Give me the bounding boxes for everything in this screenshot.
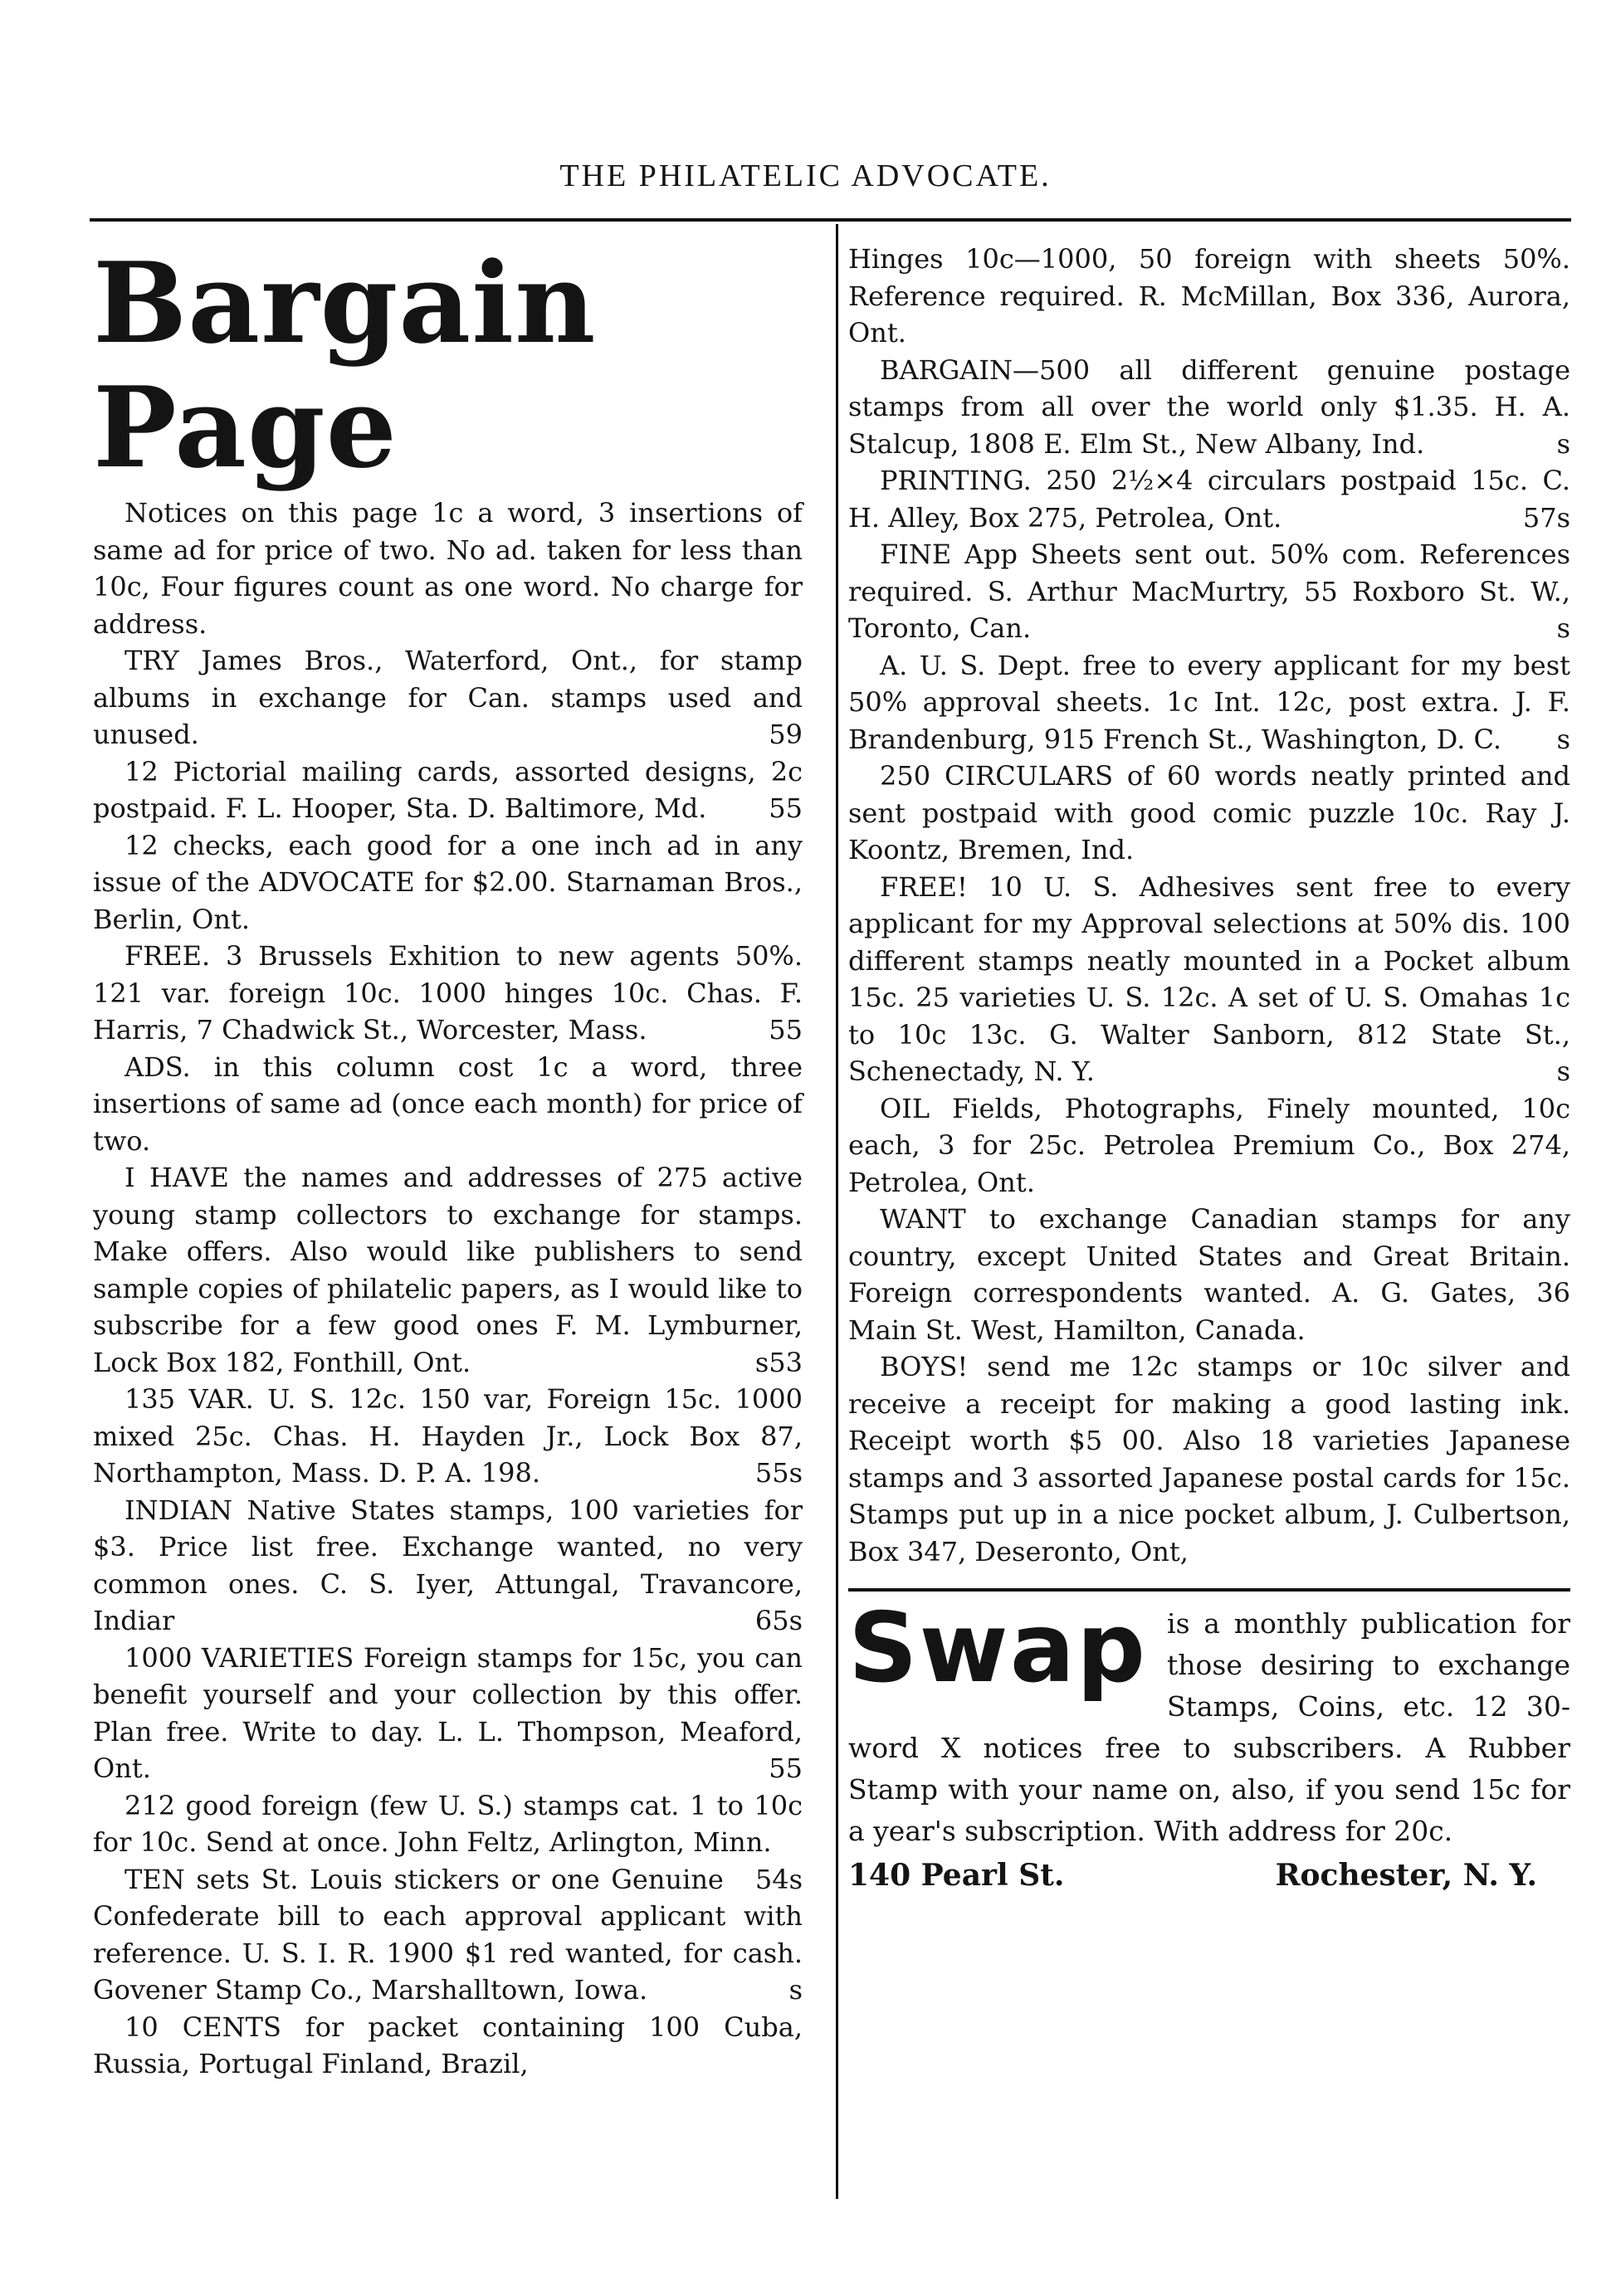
ad-tag: 55s bbox=[754, 1457, 803, 1489]
swap-top-rule bbox=[848, 1588, 1570, 1592]
swap-address-line bbox=[848, 1852, 1570, 1899]
header-rule bbox=[90, 218, 1571, 222]
ad-petrolea-premium bbox=[848, 1090, 1570, 1202]
ad-text: OIL Fields, Photographs, Finely mounted, 10c each, 3 for 25c. Petrolea Premium Co., Box 274, Petrolea, Ont. bbox=[848, 1092, 1570, 1198]
ad-column-rates bbox=[93, 1049, 803, 1160]
ad-text: ADS. in this column cost 1c a word, three insertions of same ad (once each month) for price of two. bbox=[93, 1051, 803, 1157]
ad-text: BOYS! send me 12c stamps or 10c silver and receive a receipt for making a good lasting ink. Receipt worth $5 00. Also 18 varieties Japanese stamps and 3 assorted Japanese postal cards for 15c. Stamps put up in a nice pocket album, J. Culbertson, Box 347, Deseronto, Ont, bbox=[848, 1351, 1570, 1567]
ad-starnaman bbox=[93, 827, 803, 938]
ad-text: 135 VAR. U. S. 12c. 150 var, Foreign 15c. 1000 mixed 25c. Chas. H. Hayden Jr., Lock Box 87, Northampton, Mass. D. P. A. 198. bbox=[93, 1383, 803, 1489]
ad-text: I HAVE the names and addresses of 275 active young stamp collectors to exchange for stamps. Make offers. Also would like publishers to send sample copies of philatelic papers, as I would like to subscribe for a few good ones F. M. Lymburner, Lock Box 182, Fonthill, Ont. bbox=[93, 1162, 803, 1378]
ad-macmurtry bbox=[848, 536, 1570, 647]
column-divider bbox=[836, 224, 838, 2199]
swap-advertisement bbox=[848, 1592, 1570, 1899]
ad-tag: 54s bbox=[754, 1863, 803, 1895]
ad-thompson bbox=[93, 1640, 803, 1787]
ad-gates bbox=[848, 1201, 1570, 1348]
ad-text: FREE. 3 Brussels Exhition to new agents 50%. 121 var. foreign 10c. 1000 hinges 10c. Chas. F. Harris, 7 Chadwick St., Worcester, Mass. bbox=[93, 940, 803, 1046]
swap-city: Rochester, N. Y. bbox=[1275, 1858, 1537, 1893]
ad-tag: s bbox=[1556, 1055, 1570, 1087]
ad-text: 12 Pictorial mailing cards, assorted designs, 2c postpaid. F. L. Hooper, Sta. D. Baltimore, Md. bbox=[93, 755, 803, 824]
swap-title: Swap bbox=[848, 1592, 1148, 1704]
ad-text: 250 CIRCULARS of 60 words neatly printed and sent postpaid with good comic puzzle 10c. Ray J. Koontz, Bremen, Ind. bbox=[848, 760, 1570, 865]
ad-alley bbox=[848, 462, 1570, 536]
ad-stalcup bbox=[848, 352, 1570, 463]
ad-tag: s53 bbox=[754, 1346, 803, 1378]
ad-notice-rates bbox=[93, 495, 803, 642]
ad-sanborn bbox=[848, 869, 1570, 1090]
ad-tag: 59 bbox=[769, 719, 803, 750]
ad-tag: 57s bbox=[1522, 501, 1570, 534]
ad-tag: 55 bbox=[769, 792, 803, 824]
ad-text: WANT to exchange Canadian stamps for any country, except United States and Great Britain. Foreign correspondents wanted. A. G. Gates, 36 Main St. West, Hamilton, Canada. bbox=[848, 1203, 1570, 1346]
ad-ten-cents bbox=[93, 2009, 803, 2083]
ad-koontz bbox=[848, 758, 1570, 869]
ad-text: PRINTING. 250 2½×4 circulars postpaid 15c. C. H. Alley, Box 275, Petrolea, Ont. bbox=[848, 465, 1570, 534]
ad-tag: s bbox=[788, 1974, 803, 2006]
ad-text: A. U. S. Dept. free to every applicant for my best 50% approval sheets. 1c Int. 12c, post extra. J. F. Brandenburg, 915 French St., Washington, D. C. bbox=[848, 649, 1570, 755]
left-column bbox=[93, 237, 803, 2083]
ad-brandenburg bbox=[848, 647, 1570, 758]
ad-text: FREE! 10 U. S. Adhesives sent free to every applicant for my Approval selections at 50% dis. 100 different stamps neatly mounted in a Pocket album 15c. 25 varieties U. S. 12c. A set of U. S. Omahas 1c to 10c 13c. G. Walter Sanborn, 812 State St., Schenectady, N. Y. bbox=[848, 870, 1570, 1087]
ad-tag: 55 bbox=[769, 1752, 803, 1784]
ad-text: 10 CENTS for packet containing 100 Cuba, Russia, Portugal Finland, Brazil, bbox=[93, 2011, 803, 2079]
ad-james-bros bbox=[93, 642, 803, 753]
ad-hooper bbox=[93, 753, 803, 827]
ad-text: Notices on this page 1c a word, 3 insertions of same ad for price of two. No ad. taken for less than 10c, Four figures count as one word. No charge for address. bbox=[93, 497, 803, 640]
ad-feltz bbox=[93, 1787, 803, 1895]
ad-text: 212 good foreign (few U. S.) stamps cat. 1 to 10c for 10c. Send at once. John Feltz, Arlington, Minn. bbox=[93, 1789, 803, 1858]
ad-text: 12 checks, each good for a one inch ad in any issue of the ADVOCATE for $2.00. Starnaman Bros., Berlin, Ont. bbox=[93, 829, 803, 935]
ad-text: BARGAIN—500 all different genuine postage stamps from all over the world only $1.35. H. A. Stalcup, 1808 E. Elm St., New Albany, Ind. bbox=[848, 353, 1570, 460]
ad-harris bbox=[93, 938, 803, 1049]
ad-text: Hinges 10c—1000, 50 foreign with sheets 50%. Reference required. R. McMillan, Box 336, Aurora, Ont. bbox=[848, 243, 1570, 349]
swap-street: 140 Pearl St. bbox=[848, 1858, 1065, 1893]
ad-text: TRY James Bros., Waterford, Ont., for stamp albums in exchange for Can. stamps used and unused. bbox=[93, 645, 803, 750]
ad-hayden bbox=[93, 1381, 803, 1492]
ad-tag: 55 bbox=[769, 1014, 803, 1046]
page-header: THE PHILATELIC ADVOCATE. bbox=[559, 158, 1052, 193]
swap-description: is a monthly publication for those desiring to exchange Stamps, Coins, etc. 12 30-word X notices free to subscribers. A Rubber Stamp with your name on, also, if you send 15c for a year's subscription. With address for 20c. bbox=[848, 1607, 1570, 1847]
ad-tag: 65s bbox=[754, 1605, 803, 1636]
ad-text: 1000 VARIETIES Foreign stamps for 15c, you can benefit yourself and your collection by this offer. Plan free. Write to day. L. L. Thompson, Meaford, Ont. bbox=[93, 1641, 803, 1784]
ad-govener bbox=[93, 1861, 803, 2009]
ad-text: INDIAN Native States stamps, 100 varieties for $3. Price list free. Exchange wanted, no very common ones. C. S. Iyer, Attungal, Travancore, Indiar bbox=[93, 1494, 803, 1636]
ad-lymburner bbox=[93, 1159, 803, 1381]
ad-tag: s bbox=[1556, 612, 1570, 644]
ad-text: FINE App Sheets sent out. 50% com. References required. S. Arthur MacMurtry, 55 Roxboro St. W., Toronto, Can. bbox=[848, 539, 1570, 644]
ad-mcmillan bbox=[848, 241, 1570, 352]
ad-tag: s bbox=[1556, 427, 1570, 460]
ad-text: TEN sets St. Louis stickers or one Genuine Confederate bill to each approval applicant with reference. U. S. I. R. 1900 $1 red wanted, for cash. Govener Stamp Co., Marshalltown, Iowa. bbox=[93, 1863, 803, 2006]
right-column bbox=[848, 241, 1570, 1899]
ad-tag: s bbox=[1556, 723, 1570, 755]
ad-iyer bbox=[93, 1492, 803, 1640]
ad-culbertson bbox=[848, 1348, 1570, 1570]
bargain-page-title: Bargain Page bbox=[93, 237, 597, 493]
